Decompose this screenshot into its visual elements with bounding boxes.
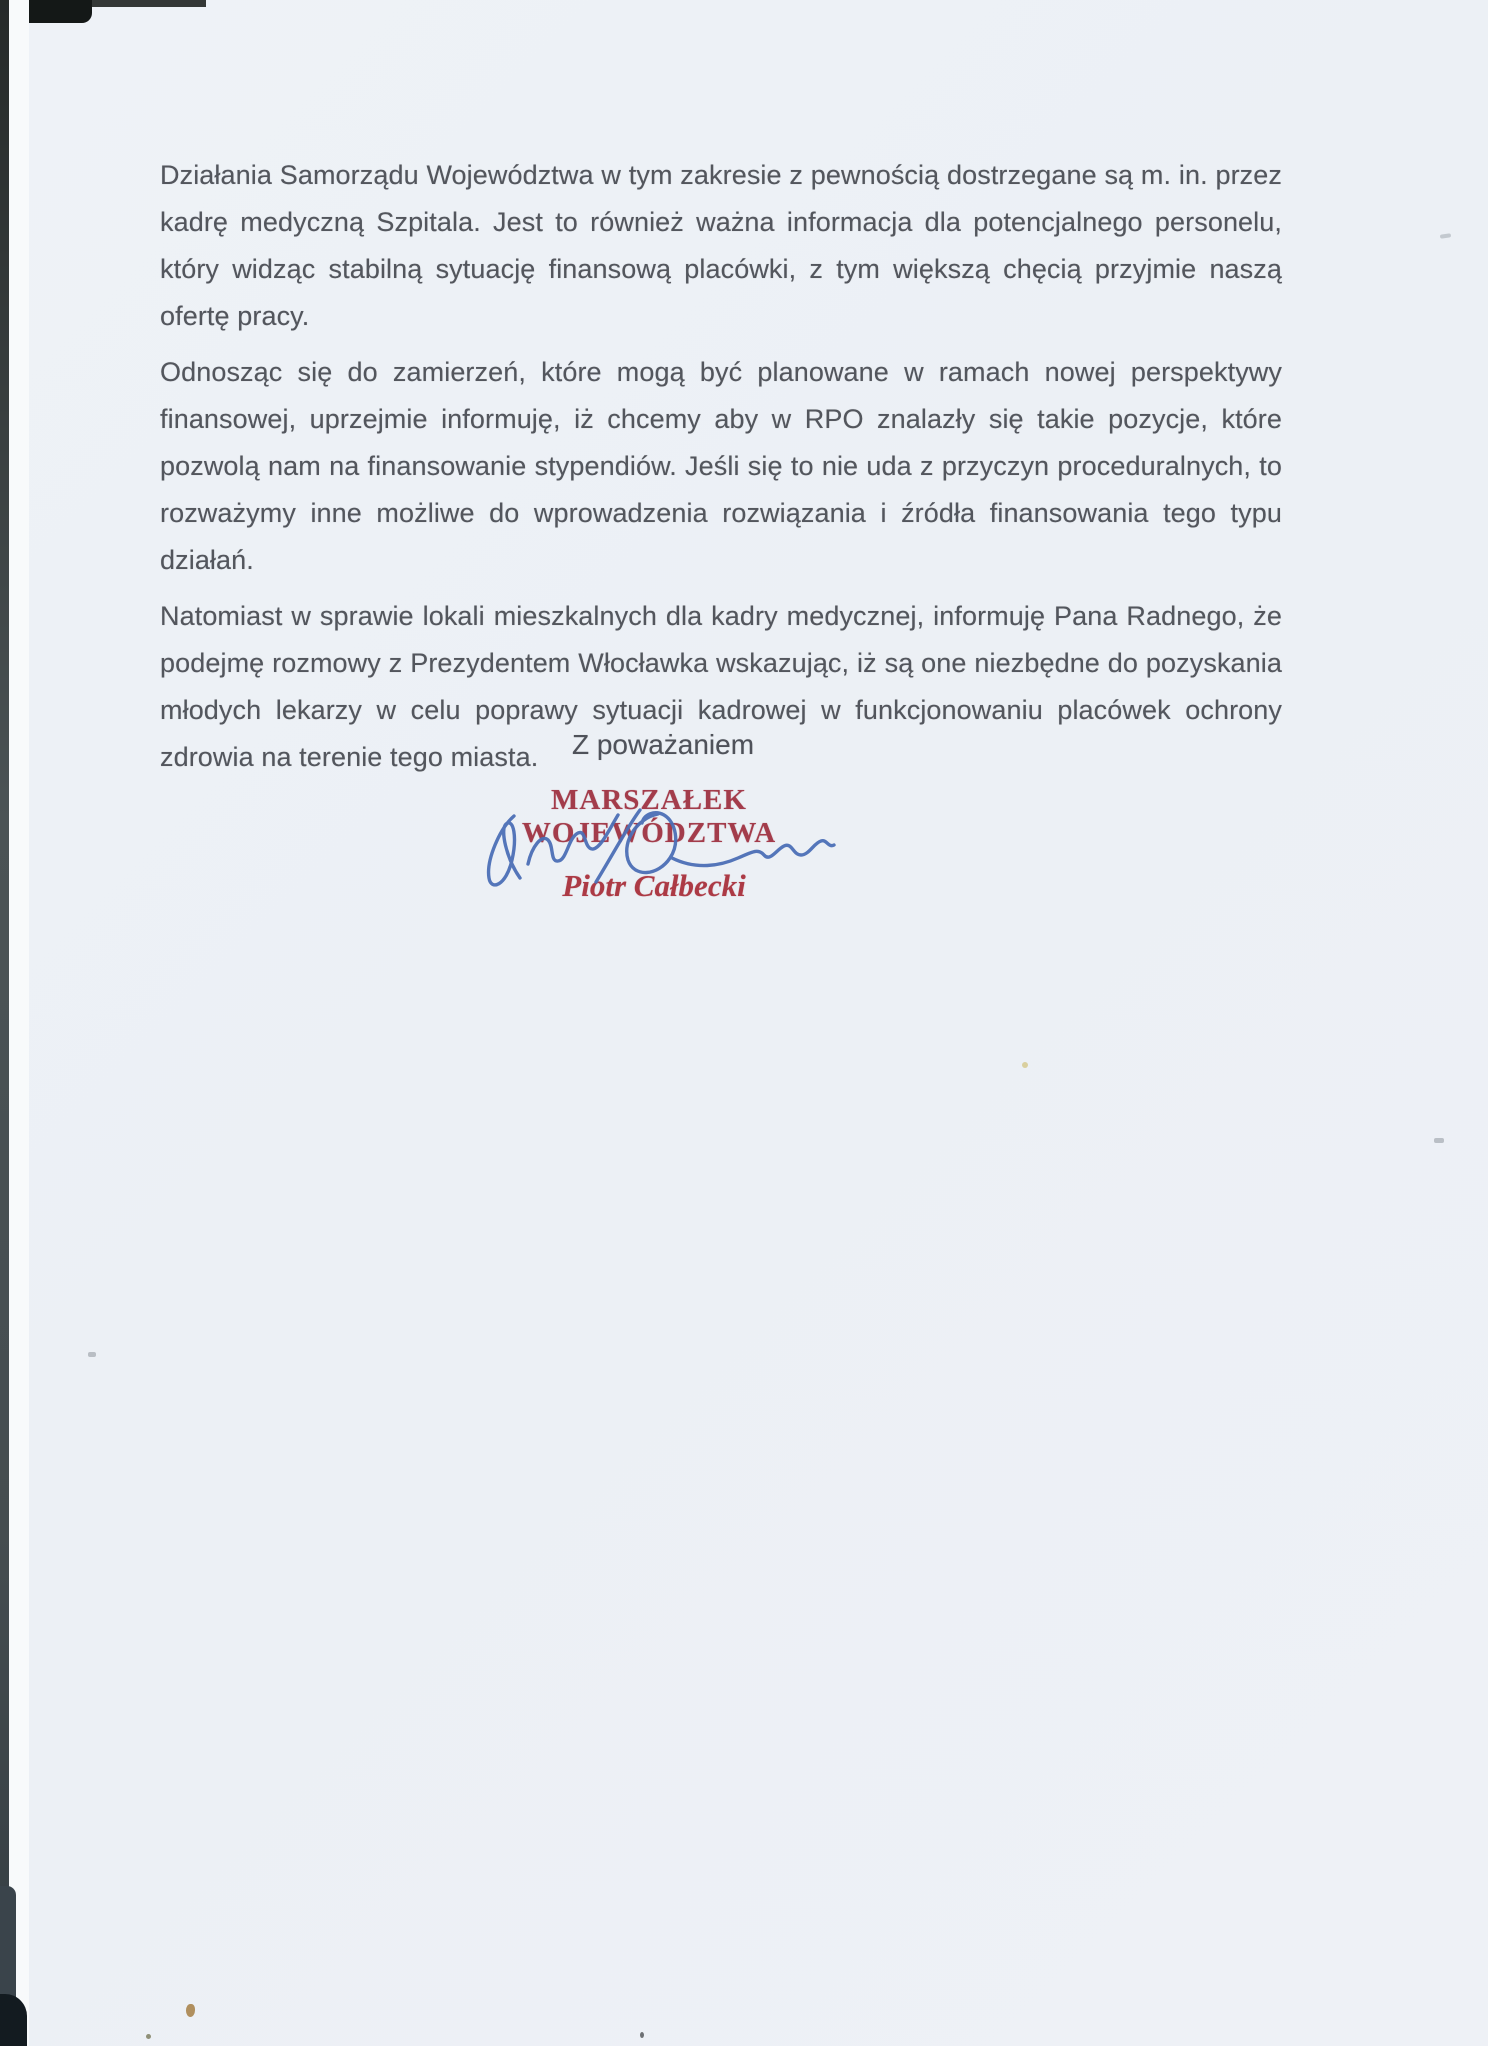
scan-paper-edge	[9, 0, 29, 2046]
scan-speck	[146, 2034, 151, 2039]
letter-paragraph: Natomiast w sprawie lokali mieszkalnych dla kadry medycznej, informuję Pana Radnego, że podejmę rozmowy z Prezydentem Włocławka wskazując, iż są one niezbędne do pozyskania młodych lekarzy w celu poprawy sytuacji kadrowej w funkcjonowaniu placówek ochrony zdrowia na terenie tego miasta.	[160, 601, 1282, 772]
scan-speck	[1022, 1062, 1028, 1068]
scan-edge-left	[0, 0, 9, 2046]
signer-name-stamp: Piotr Całbecki	[562, 868, 746, 903]
scan-speck	[640, 2032, 644, 2038]
scan-speck	[186, 2004, 195, 2017]
closing-salutation: Z poważaniem	[571, 729, 755, 760]
scan-speck	[1440, 233, 1451, 238]
letter-paragraph: Odnosząc się do zamierzeń, które mogą być planowane w ramach nowej perspektywy finansowej, uprzejmie informuję, iż chcemy aby w RPO znalazły się takie pozycje, które pozwolą nam na finansowanie stypendiów. Jeśli się to nie uda z przyczyn proceduralnych, to rozważymy inne możliwe do wprowadzenia rozwiązania i źródła finansowania tego typu działań.	[160, 357, 1282, 575]
scan-speck	[88, 1352, 96, 1357]
signer-title-stamp: MARSZAŁEK WOJEWÓDZTWA	[521, 784, 777, 849]
letter-paragraph: Działania Samorządu Województwa w tym zakresie z pewnością dostrzegane są m. in. przez kadrę medyczną Szpitala. Jest to również ważna informacja dla potencjalnego personelu, który widząc stabilną sytuację finansową placówki, z tym większą chęcią przyjmie naszą ofertę pracy.	[160, 160, 1282, 331]
handwritten-signature-ink	[462, 798, 862, 898]
scan-speck	[1434, 1138, 1444, 1143]
letter-body	[160, 152, 1282, 790]
